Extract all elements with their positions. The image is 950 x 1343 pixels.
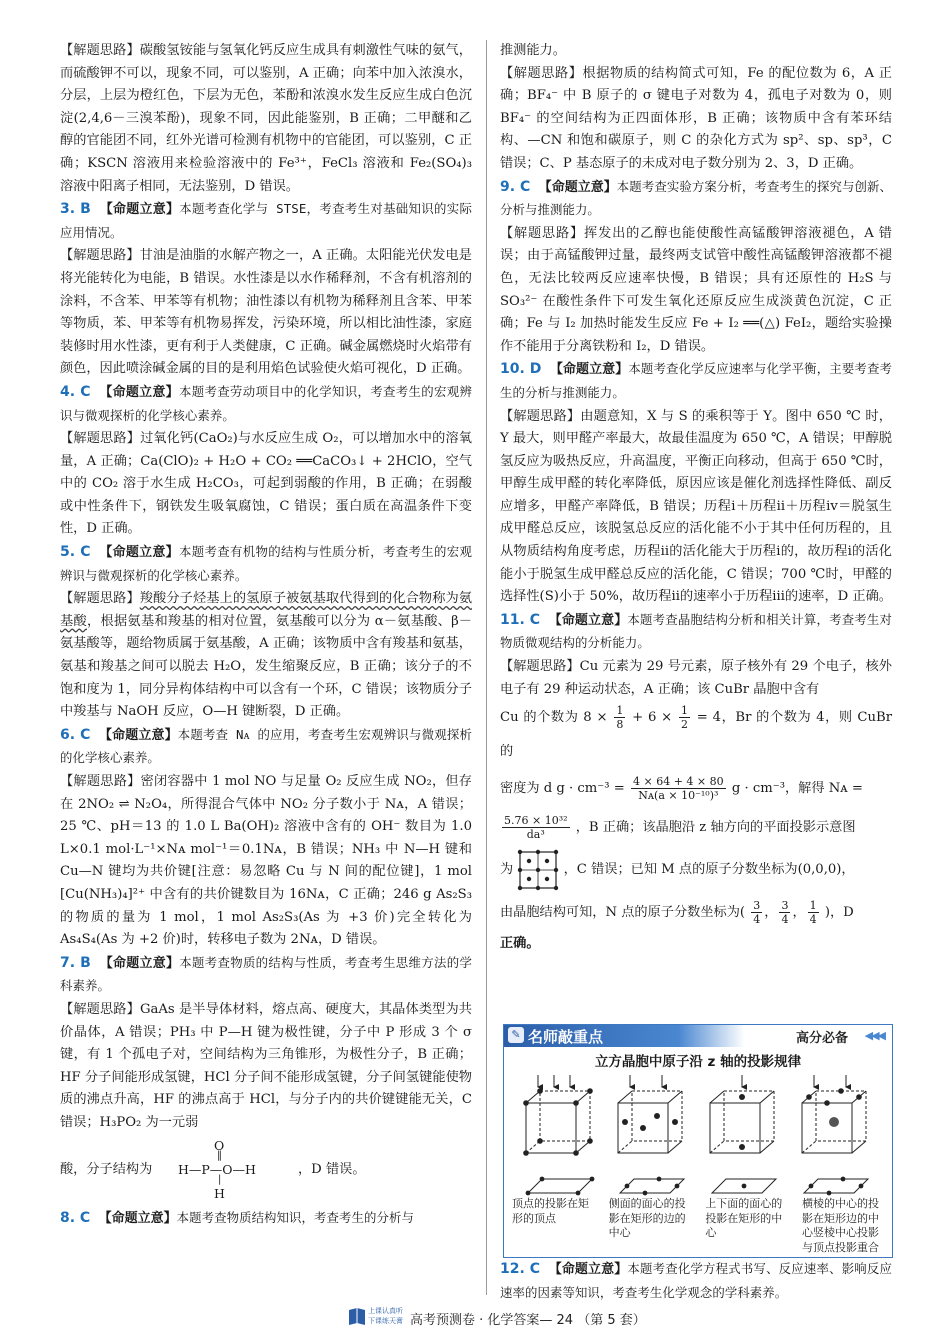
cube-diagram-top-face	[710, 1075, 776, 1193]
q11-count-line	[500, 701, 892, 769]
q8-intent: 本题考查物质结构知识，考查考生的分析与	[176, 1209, 414, 1225]
teacher-icon: ✎	[508, 1027, 524, 1043]
q5-explanation	[60, 588, 472, 724]
frac-den: 4	[781, 913, 789, 927]
frac-den: 4	[809, 913, 817, 927]
q9-number: 9. C	[500, 178, 531, 195]
q12-intent-tag: 【命题立意】	[548, 1262, 628, 1277]
q11-explanation-1: 【解题思路】Cu 元素为 29 号元素，原子核外有 29 个电子，核外电子有 29 种运动状态，A 正确；该 CuBr 晶胞中含有	[500, 659, 892, 697]
key-points-badge: 高分必备	[795, 1031, 848, 1046]
q11-count-b: + 6 ×	[632, 710, 673, 726]
question-4	[60, 381, 472, 541]
q12-intent: 本题考查化学方程式书写、反应速率、影响反应速率的因素等知识，考查考生化学观念的学科素养。	[500, 1261, 893, 1300]
diagram-captions	[512, 1197, 888, 1255]
frac-num: 1	[616, 704, 624, 718]
left-column	[60, 40, 472, 1230]
q5-number: 5. C	[60, 544, 91, 561]
fraction-three-quarters	[779, 899, 790, 926]
frac-num: 3	[781, 899, 789, 913]
q7-tail-b: ，D 错误。	[298, 1161, 366, 1177]
q4-intent-tag: 【命题立意】	[99, 384, 179, 400]
q5-intent: 本题考查有机物的结构与性质分析，考查考生的宏观辨识与微观探析的化学核心素养。	[60, 544, 472, 583]
question-3	[60, 198, 472, 381]
projection-diagram	[517, 849, 559, 891]
question-12	[500, 1258, 892, 1305]
frac-den: 2	[680, 718, 688, 732]
arrows-icon: ◀◀◀	[864, 1029, 884, 1042]
key-points-box	[503, 1024, 893, 1258]
q3-intent-tag: 【命题立意】	[99, 202, 180, 218]
q11-intent: 本题考查晶胞结构分析和相关计算，考查考生对物质微观结构的分析能力。	[500, 611, 893, 651]
structure-o: O	[214, 1137, 225, 1153]
q11-projection-line	[500, 847, 892, 893]
q5-intent-tag: 【命题立意】	[99, 545, 179, 561]
frac-num: 4 × 64 + 4 × 80	[633, 775, 724, 789]
q7-number: 7. B	[60, 954, 91, 971]
fraction-density	[631, 775, 726, 802]
key-points-header	[504, 1025, 892, 1047]
frac-den: 8	[616, 718, 624, 732]
q11-coord-a: 由晶胞结构可知，N 点的原子分数坐标为(	[500, 905, 746, 921]
q10-intent-tag: 【命题立意】	[549, 362, 629, 378]
q10-number: 10. D	[500, 361, 542, 378]
q3-number: 3. B	[60, 201, 91, 218]
caption-vertex: 顶点的投影在矩形的顶点	[512, 1197, 589, 1225]
q6-intent: 本题考查 Nᴀ 的应用，考查考生宏观辨识与微观探析的化学核心素养。	[60, 726, 472, 766]
q11-final: 正确。	[500, 936, 540, 952]
q7-tail-a: 酸，分子结构为	[60, 1161, 153, 1177]
q7-intent: 本题考查物质的结构与性质，考查考生思维方法的学科素养。	[60, 954, 472, 994]
projection-rules-diagrams	[514, 1075, 882, 1200]
q7-intent-tag: 【命题立意】	[99, 955, 180, 971]
q11-na-line	[500, 809, 892, 847]
fraction-three-quarters	[751, 899, 762, 926]
h3po2-structure	[178, 1137, 298, 1203]
q4-number: 4. C	[60, 383, 91, 400]
question-7	[60, 952, 472, 1203]
q8-number: 8. C	[60, 1209, 91, 1226]
frac-den: 4	[753, 913, 761, 927]
key-points-title: 名师敲重点	[528, 1028, 604, 1046]
key-points-subtitle: 立方晶胞中原子沿 z 轴的投影规律	[594, 1054, 802, 1070]
q5-head: 【解题思路】	[60, 591, 140, 607]
q7-structure-line	[60, 1137, 472, 1203]
q7-explanation: 【解题思路】GaAs 是半导体材料，熔点高、硬度大，其晶体类型为共价晶体，A 错误；PH₃ 中 P—H 键为极性键，分子中 P 形成 3 个 σ 键，有 1 个孤电子对，空间结构为三角锥形，为极性分子，B 正确；HF 分子间能形成氢键，HCl 分子间不能形成氢键，分子间氢键能使物质的沸点升高，HF 的沸点高于 HCl，与分子内的共价键键能无关，C 错误；H₃PO₂ 为一元弱	[60, 1001, 472, 1130]
question-8	[60, 1207, 472, 1231]
footer-text: 高考预测卷 · 化学答案— 24 （第 5 套）	[410, 1313, 646, 1328]
q11-count-a: Cu 的个数为 8 ×	[500, 710, 608, 726]
q12-number: 12. C	[500, 1261, 541, 1277]
q11-proj-b: ，C 错误；已知 M 点的原子分数坐标为(0,0,0)，	[563, 862, 855, 878]
q11-na-b: ，B 正确；该晶胞沿 z 轴方向的平面投影示意图	[575, 820, 856, 836]
question-9	[500, 176, 892, 359]
frac-num: 1	[809, 899, 817, 913]
column-divider	[486, 40, 487, 1295]
q8-explanation: 【解题思路】根据物质的结构简式可知，Fe 的配位数为 6，A 正确；BF₄⁻ 中 B 原子的 σ 键电子对数为 4，孤电子对数为 0，则 BF₄⁻ 的空间结构为正四面体形，B 正确；该物质中含有苯环结构、—CN 和饱和碳原子，则 C 的杂化方式为 sp²、sp、sp³，C 错误；C、P 基态原子的未成对电子数分别为 2、3，D 正确。	[500, 65, 892, 171]
q3-intent: 本题考查化学与 STSE，考查考生对基础知识的实际应用情况。	[60, 201, 472, 240]
caption-side-face: 侧面的面心的投影在矩形的边的中心	[608, 1197, 686, 1239]
double-bond-mark: ‖	[217, 1149, 222, 1161]
q6-number: 6. C	[60, 726, 91, 743]
cube-diagram-side-face	[618, 1075, 684, 1195]
structure-main: H—P—O—H	[178, 1161, 256, 1177]
caption-top-face: 上下面的面心的投影在矩形的中心	[705, 1197, 783, 1239]
q8-intent-tag: 【命题立意】	[98, 1210, 177, 1226]
q11-coord-sep: ，	[792, 905, 806, 921]
q10-intent: 本题考查化学反应速率与化学平衡，主要考查考生的分析与推测能力。	[500, 361, 892, 400]
cube-diagram-edge-center	[802, 1075, 868, 1195]
frac-den: Nᴀ(a × 10⁻¹⁰)³	[638, 789, 719, 803]
fraction-na	[502, 814, 570, 841]
q9-intent: 本题考查实验方案分析，考查考生的探究与创新、分析与推测能力。	[500, 178, 892, 218]
q6-explanation: 【解题思路】密闭容器中 1 mol NO 与足量 O₂ 反应生成 NO₂，但存在 2NO₂ ⇌ N₂O₄，所得混合气体中 NO₂ 分子数小于 Nᴀ，A 错误；25 ℃、pH＝13 的 1.0 L Ba(OH)₂ 溶液中含有的 OH⁻ 数目为 1.0 L×0.1 mol·L⁻¹×Nᴀ mol⁻¹＝0.1Nᴀ，B 错误；NH₃ 中 N—H 键和 Cu—N 键均为共价键[注意：易忽略 Cu 与 N 间的配位键]，1 mol [Cu(NH₃)₄]²⁺ 中含有的共价键数目为 16Nᴀ，C 正确；246 g As₂S₃ 的物质的量为 1 mol，1 mol As₂S₃(As 为 +3 价)完全转化为 As₄S₄(As 为 +2 价)时，转移电子数为 2Nᴀ，D 错误。	[60, 774, 472, 948]
q4-intent: 本题考查劳动项目中的化学知识，考查考生的宏观辨识与微观探析的化学核心素养。	[60, 383, 472, 423]
q11-count-c: = 4，Br 的个数为 4，则 CuBr 的	[500, 710, 892, 760]
q11-density-b: g · cm⁻³，解得 Nᴀ =	[731, 781, 863, 797]
question-11	[500, 609, 892, 956]
frac-den: da³	[526, 828, 545, 842]
cube-diagram-vertex	[523, 1075, 594, 1195]
q11-density-a: 密度为 d g · cm⁻³ =	[500, 781, 625, 797]
frac-num: 5.76 × 10³²	[504, 814, 568, 828]
q9-intent-tag: 【命题立意】	[538, 179, 617, 195]
right-column	[500, 40, 892, 956]
frac-num: 3	[753, 899, 761, 913]
q4-explanation: 【解题思路】过氧化钙(CaO₂)与水反应生成 O₂，可以增加水中的溶氧量，A 正确；Ca(ClO)₂ + H₂O + CO₂ ══CaCO₃↓ + 2HClO，空气中的 CO₂ 溶于水生成 H₂CO₃，可起到弱酸的作用，B 正确；在弱酸或中性条件下，钢铁发生吸氧腐蚀，C 错误；蛋白质在高温条件下变性，D 正确。	[60, 431, 472, 537]
fraction-one-eighth	[614, 704, 625, 731]
question-10	[500, 358, 892, 609]
q6-intent-tag: 【命题立意】	[99, 727, 178, 743]
structure-h: H	[214, 1185, 225, 1201]
q11-coordinate-line	[500, 893, 892, 933]
book-icon	[347, 1306, 367, 1328]
fraction-one-quarter	[808, 899, 819, 926]
q11-density-line	[500, 769, 892, 809]
brand-logo	[347, 1306, 403, 1330]
q11-number: 11. C	[500, 611, 541, 628]
page-footer	[0, 1304, 950, 1332]
frac-num: 1	[680, 704, 688, 718]
q11-coord-sep: ，	[764, 905, 778, 921]
caption-edge-center: 横棱的中心的投影在矩形边的中心竖棱中心投影与顶点投影重合	[801, 1197, 879, 1254]
q5-highlight: 羧酸分子烃基上的氢原子被氨基取代得到的化合物称为氨基酸	[60, 591, 473, 629]
question-5	[60, 541, 472, 724]
single-bond-mark: |	[218, 1173, 222, 1185]
q11-intent-tag: 【命题立意】	[548, 612, 628, 628]
logo-line-1: 上课认真听	[368, 1307, 403, 1315]
q3-explanation: 【解题思路】甘油是油脂的水解产物之一，A 正确。太阳能光伏发电是将光能转化为电能，B 错误。水性漆是以水作稀释剂，不含有机溶剂的涂料，不含苯、甲苯等有机物；油性漆以有机物为稀释剂且含苯、甲苯等物质，苯、甲苯等有机物易挥发，污染环境，所以相比油性漆，家庭装修时用水性漆，更有利于人类健康，C 正确。碱金属燃烧时火焰带有颜色，因此喷涂碱金属的目的是利用焰色试验使火焰可视化，D 正确。	[60, 248, 472, 377]
q8-continued: 推测能力。	[500, 43, 566, 58]
q5-rest: ，根据氨基和羧基的相对位置，氨基酸可以分为 α－氨基酸、β－氨基酸等，题给物质属于氨基酸，A 正确；该物质中含有羧基和氨基，氨基和羧基之间可以脱去 H₂O，发生缩聚反应，B 正确；该分子的不饱和度为 1，同分异构体结构中可以含有一个环，C 错误；该物质分子中羧基与 NaOH 反应，O—H 键断裂，D 正确。	[60, 613, 472, 720]
q9-explanation: 【解题思路】挥发出的乙醇也能使酸性高锰酸钾溶液褪色，A 错误；由于高锰酸钾过量，最终两支试管中酸性高锰酸钾溶液都不褪色，无法比较两反应速率快慢，B 错误；具有还原性的 H₂S 与 SO₃²⁻ 在酸性条件下可发生氧化还原反应生成淡黄色沉淀，C 正确；Fe 与 I₂ 加热时能发生反应 Fe + I₂ ══(△) FeI₂，题给实验操作不能用于分离铁粉和 I₂，D 错误。	[500, 225, 892, 354]
q2-explanation: 【解题思路】碳酸氢铵能与氢氧化钙反应生成具有刺激性气味的氨气，而硫酸钾不可以，现象不同，可以鉴别，A 正确；向苯中加入浓溴水，分层，上层为橙红色，下层为无色，苯酚和浓溴水发生反应生成白色沉淀(2,4,6－三溴苯酚)，现象不同，因此能鉴别，B 正确；二甲醚和乙醇的官能团不同，红外光谱可检测有机物中的官能团，可以鉴别，C 正确；KSCN 溶液用来检验溶液中的 Fe³⁺，FeCl₃ 溶液和 Fe₂(SO₄)₃ 溶液中阳离子相同，无法鉴别，D 错误。	[60, 43, 472, 194]
question-6	[60, 724, 472, 952]
q11-proj-a: 为	[500, 862, 514, 878]
q11-coord-c: )，D	[824, 905, 854, 921]
fraction-one-half	[679, 704, 690, 731]
logo-line-2: 下课练天膏	[368, 1317, 403, 1325]
q10-explanation: 【解题思路】由题意知，X 与 S 的乘积等于 Y。图中 650 ℃ 时，Y 最大，则甲醛产率最大，故最佳温度为 650 ℃，A 错误；甲醇脱氢反应为吸热反应，升高温度，平衡正向移动，但高于 650 ℃时，甲醇生成甲醛的转化率降低，原因应该是催化剂选择性降低、副反应增多，甲醛产率降低，B 错误；历程ⅰ＋历程ⅱ＋历程ⅳ＝脱氢生成甲醛总反应，该脱氢总反应的活化能不小于其中任何历程的，且从物质结构角度考虑，历程ⅱ的活化能大于历程ⅰ的，故历程ⅰ的活化能小于脱氢生成甲醛总反应的活化能，C 错误；700 ℃时，甲醛的选择性(S)小于 50%，故历程ⅱ的速率小于历程ⅲ的速率，D 正确。	[500, 408, 892, 605]
